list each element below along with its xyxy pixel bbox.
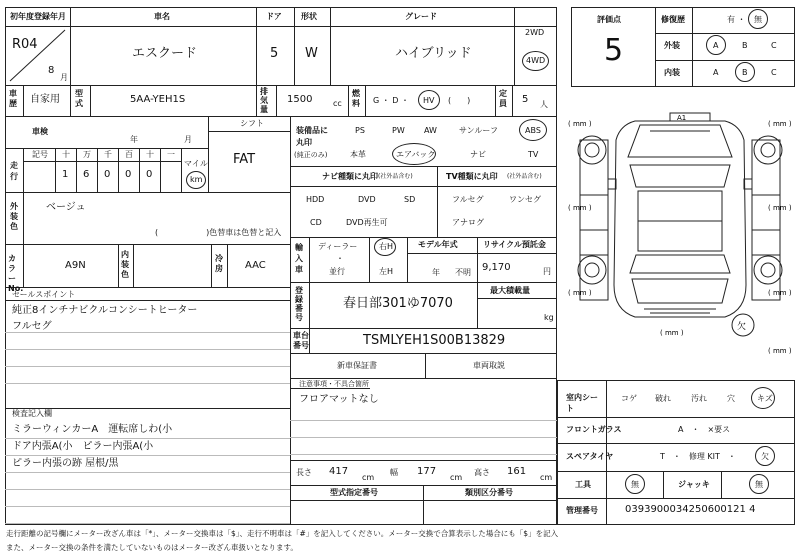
length-value: 417	[329, 466, 349, 477]
capacity-label: 定員	[499, 89, 507, 108]
shaken-label: 車検	[32, 127, 48, 136]
recycle-unit: 円	[543, 267, 551, 276]
inspector-line-2: ドア内張A(小 ピラー内張A(小	[12, 441, 154, 452]
seat-option: キズ	[757, 394, 773, 403]
width-value: 177	[417, 466, 437, 477]
ac-label: 冷房	[215, 254, 223, 273]
spare-options: T ・ 修理 KIT ・	[660, 452, 736, 461]
tv-header: TV種類に丸印	[446, 172, 498, 181]
mm-mid-right: ( mm )	[768, 204, 792, 212]
equip-label-1: 装備品に	[296, 126, 328, 135]
tools-label: 工具	[575, 480, 591, 489]
mileage-label: 走行	[10, 161, 18, 181]
digit-label: 百	[125, 150, 133, 159]
digit-label: 万	[83, 150, 91, 159]
digit-label: 十	[62, 150, 70, 159]
manual-label: 車両取説	[473, 361, 505, 370]
mm-bottom-right2: ( mm )	[768, 347, 792, 355]
registration-label: 登録番号	[295, 286, 303, 322]
registration-value: 春日部301ゆ7070	[343, 296, 453, 311]
grade-value: ハイブリッド	[395, 46, 472, 61]
windshield-label: フロントガラス	[566, 425, 622, 434]
spare-selected: 欠	[761, 452, 769, 461]
seat-option: 汚れ	[691, 394, 707, 403]
seat-option: 破れ	[655, 394, 671, 403]
repair-selected: 無	[754, 15, 762, 24]
nav-header: ナビ種類に丸印	[322, 172, 378, 181]
score-label: 評価点	[597, 15, 621, 24]
inspector-label: 検査記入欄	[12, 409, 52, 418]
model-year-unknown: 不明	[455, 268, 471, 277]
equip-item: 本革	[350, 150, 366, 159]
import-dot: ・	[336, 254, 344, 263]
mm-bottom-left: ( mm )	[568, 289, 592, 297]
max-load-unit: kg	[544, 313, 554, 322]
mileage-digit: 6	[83, 169, 90, 180]
length-label: 長さ	[296, 468, 312, 477]
chassis-value: TSMLYEH1S00B13829	[363, 333, 506, 348]
width-label: 幅	[390, 468, 398, 477]
interior-grade: C	[771, 68, 777, 77]
shift-value: FAT	[233, 152, 256, 167]
fuel-options: G ・ D ・	[373, 96, 409, 105]
nav-option: HDD	[306, 195, 325, 204]
exterior-grade-selected-circle	[706, 35, 726, 55]
first-reg-month-unit: 月	[60, 73, 68, 82]
nav-option: CD	[310, 218, 322, 227]
left-mirror	[608, 179, 616, 189]
displacement-value: 1500	[287, 94, 313, 105]
color-no-label: カラーNo.	[8, 254, 24, 293]
control-value: 0393900034250600121 4	[625, 504, 756, 515]
windshield-panel	[630, 165, 730, 187]
recycle-label: リサイクル預託金	[483, 240, 546, 249]
notes-value: フロアマットなし	[299, 394, 379, 405]
class-spec-label: 類別区分番号	[465, 488, 513, 497]
max-load-label: 最大積載量	[490, 286, 530, 295]
nav-header-note: (社外品含む)	[378, 173, 413, 180]
rear-panel	[632, 279, 728, 303]
model-year-label: モデル年式	[418, 240, 458, 249]
height-unit: cm	[540, 473, 553, 482]
color-no-value: A9N	[65, 260, 86, 271]
mm-top-right: ( mm )	[768, 120, 792, 128]
door-label: ドア	[266, 12, 282, 21]
repair-options: 有 ・	[727, 15, 746, 24]
first-reg-era: R04	[12, 37, 38, 52]
door-count-value: 5	[270, 46, 279, 61]
tag-a1: A1	[677, 114, 687, 122]
equip-label-2: 丸印	[296, 138, 312, 147]
sales-point-line-2: フルセグ	[12, 321, 52, 332]
type-spec-label: 型式指定番号	[330, 488, 378, 497]
fuel-paren: ( )	[448, 96, 471, 105]
exterior-grade: B	[742, 41, 748, 50]
rear-glass-panel	[630, 255, 730, 273]
length-unit: cm	[362, 473, 375, 482]
exterior-grade: A	[713, 41, 719, 50]
interior-grade: B	[742, 68, 748, 77]
car-name-value: エスクード	[132, 46, 198, 61]
grade-label: グレード	[405, 12, 437, 21]
import-parallel: 並行	[329, 267, 345, 276]
model-label: 型式	[75, 89, 83, 108]
car-name-label: 車名	[154, 12, 170, 21]
exterior-value: ベージュ	[46, 202, 86, 213]
mileage-digit: 0	[146, 169, 153, 180]
inspector-line-3: ピラー内張の跡 屋根/黒	[12, 458, 119, 469]
import-dealer: ディーラー	[318, 242, 358, 251]
fuel-label: 燃料	[352, 89, 360, 108]
repair-label: 修復歴	[661, 15, 685, 24]
ac-value: AAC	[245, 260, 266, 271]
control-label: 管理番号	[566, 506, 598, 515]
mm-mid-left: ( mm )	[568, 204, 592, 212]
sales-point-line-1: 純正8インチナビクルコンシートヒーター	[12, 305, 198, 316]
exterior-grade-label: 外装	[664, 41, 680, 50]
width-unit: cm	[450, 473, 463, 482]
notes-label: 注意事項・不具合箇所	[299, 380, 369, 388]
repaint-note: ( )色替車は色替と記入	[155, 228, 282, 237]
nav-option: DVD	[358, 195, 376, 204]
tv-option: アナログ	[452, 218, 484, 227]
right-hand-label: 右H	[379, 242, 394, 251]
equip-label-note: (純正のみ)	[294, 151, 328, 159]
recycle-value: 9,170	[482, 262, 511, 273]
displacement-label: 排気量	[260, 87, 268, 114]
exterior-grade: C	[771, 41, 777, 50]
interior-grade: A	[713, 68, 719, 77]
mm-bottom-right: ( mm )	[768, 289, 792, 297]
seat-option: 穴	[727, 394, 735, 403]
nav-option: SD	[404, 195, 416, 204]
model-year-unit: 年	[432, 268, 440, 277]
left-hand-label: 左H	[379, 267, 394, 276]
interior-grade-label: 内装	[664, 68, 680, 77]
first-reg-label: 初年度登録年月	[10, 12, 66, 21]
missing-mark: 欠	[737, 322, 747, 332]
height-label: 高さ	[474, 468, 490, 477]
shape-label: 形状	[301, 12, 317, 21]
mile-label: マイル	[184, 159, 208, 168]
right-mirror	[744, 179, 752, 189]
digit-label: 千	[104, 150, 112, 159]
chassis-label: 車台番号	[293, 331, 309, 350]
mm-bottom-center: ( mm )	[660, 329, 684, 337]
displacement-unit: cc	[333, 99, 342, 108]
history-value: 自家用	[30, 94, 60, 105]
import-label: 輸入車	[295, 243, 303, 274]
footer-line-2: また、メーター交換の条件を満たしていないものはメーター改ざん車扱いとなります。	[6, 543, 298, 552]
capacity-value: 5	[522, 94, 529, 105]
interior-color-label: 内装色	[121, 250, 129, 279]
tools-value: 無	[631, 480, 639, 489]
seat-option: コゲ	[621, 394, 637, 403]
model-value: 5AA-YEH1S	[130, 94, 186, 105]
windshield-value: A ・ ×要ス	[678, 425, 731, 434]
first-reg-month: 8	[48, 65, 55, 76]
km-label: km	[190, 175, 203, 184]
shift-label: シフト	[240, 119, 264, 128]
mileage-digit: 0	[104, 169, 111, 180]
spare-label: スペアタイヤ	[566, 452, 614, 461]
seat-label: 室内シート	[566, 393, 598, 413]
shaken-year-unit: 年	[130, 135, 138, 144]
shape-value: W	[305, 46, 318, 61]
exterior-label: 外装色	[10, 202, 18, 231]
equip-item: TV	[528, 150, 539, 159]
inspector-line-1: ミラーウィンカーA 運転席しわ(小	[12, 424, 173, 435]
jack-value: 無	[755, 480, 763, 489]
fuel-selected: HV	[423, 96, 435, 105]
capacity-unit: 人	[540, 100, 548, 109]
digit-label: 一	[167, 150, 175, 159]
equip-item: PS	[355, 126, 365, 135]
tv-header-note: (社外品含む)	[507, 173, 542, 180]
tv-option: ワンセグ	[509, 195, 541, 204]
mm-top-left: ( mm )	[568, 120, 592, 128]
shaken-month-unit: 月	[184, 135, 192, 144]
wheel-rear-left	[578, 256, 606, 284]
car-diagram	[560, 95, 800, 375]
history-label: 車歴	[9, 89, 17, 108]
drive-2wd: 2WD	[525, 28, 545, 37]
equip-item: AW	[424, 126, 437, 135]
sales-points-label: セールスポイント	[12, 290, 76, 299]
equip-item: PW	[392, 126, 405, 135]
hood-panel	[628, 125, 732, 157]
mileage-digit: 1	[62, 169, 69, 180]
tv-option: フルセグ	[452, 195, 484, 204]
jack-label: ジャッキ	[678, 480, 710, 489]
equip-item: ナビ	[470, 150, 486, 159]
symbol-label: 記号	[32, 150, 48, 159]
nav-option: DVD再生可	[346, 218, 388, 227]
equip-item: ABS	[525, 126, 541, 135]
equip-item: サンルーフ	[459, 126, 498, 135]
equip-item: エアバック	[396, 150, 436, 159]
drive-4wd: 4WD	[526, 56, 546, 65]
wheel-rear-right	[754, 256, 782, 284]
digit-label: 十	[146, 150, 154, 159]
score-value: 5	[604, 33, 624, 68]
mileage-digit: 0	[125, 169, 132, 180]
interior-grade-selected-circle	[735, 62, 755, 82]
footer-line-1: 走行距離の記号欄にメーター改ざん車は「*」、メーター交換車は「$」、走行不明車は「#」を記入してください。メーター交換で合算表示した場合にも「$」を記入	[6, 529, 559, 538]
front-tag-box	[670, 113, 710, 121]
height-value: 161	[507, 466, 527, 477]
new-car-warranty: 新車保証書	[337, 361, 377, 370]
